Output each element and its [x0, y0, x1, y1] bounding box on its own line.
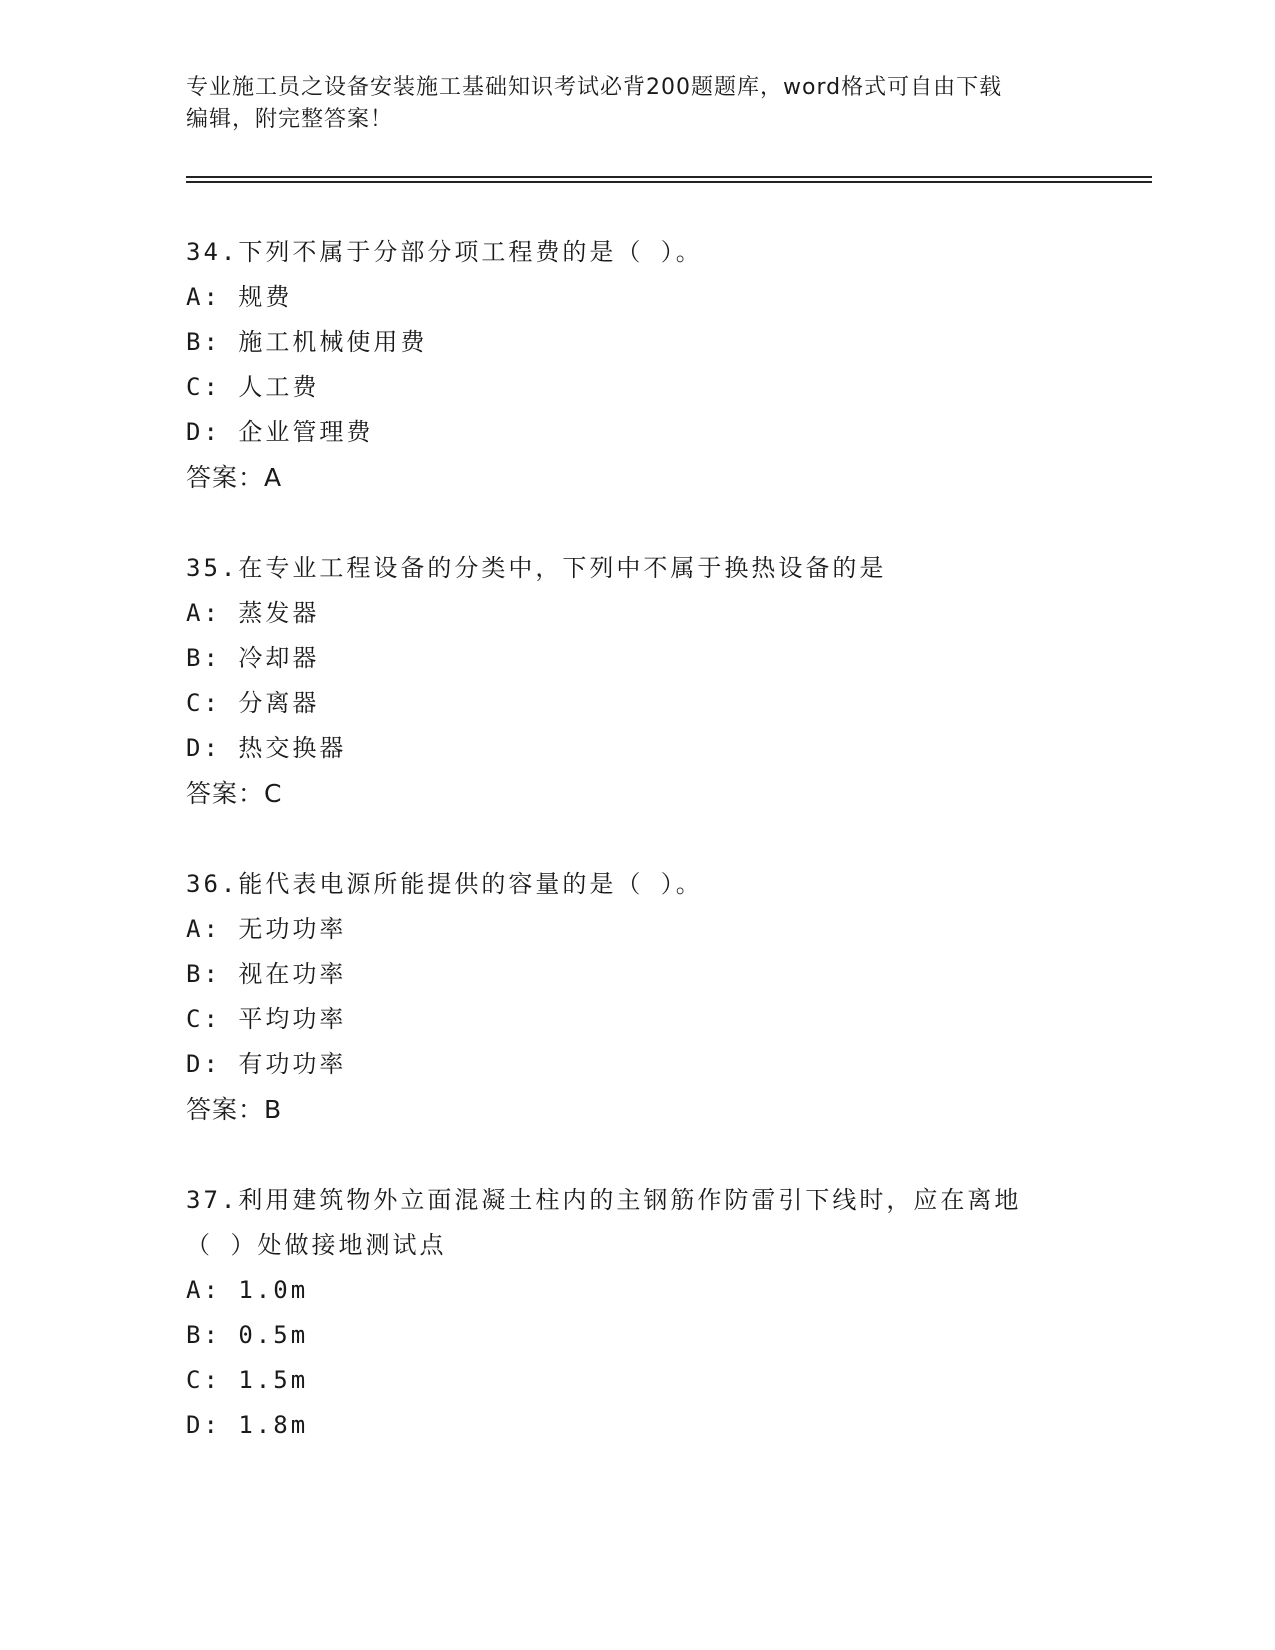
- option-b: B: 0.5m: [186, 1321, 309, 1349]
- option-a: A: 1.0m: [186, 1276, 309, 1304]
- option-a: A: 规费: [186, 283, 293, 311]
- document-header: [186, 72, 1086, 136]
- option-d: D: 有功功率: [186, 1050, 347, 1078]
- answer: 答案：C: [186, 779, 283, 808]
- header-divider-top: [186, 176, 1152, 178]
- question-stem: 34.下列不属于分部分项工程费的是（ ）。: [186, 238, 703, 266]
- header-title-line-1: 专业施工员之设备安装施工基础知识考试必背200题题库，word格式可自由下载: [186, 75, 1003, 100]
- option-c: C: 1.5m: [186, 1366, 309, 1394]
- answer: 答案：A: [186, 463, 283, 492]
- option-b: B: 视在功率: [186, 960, 347, 988]
- option-c: C: 分离器: [186, 689, 320, 717]
- question-34: [186, 230, 1146, 500]
- question-stem-line-2: （ ）处做接地测试点: [186, 1231, 447, 1259]
- answer: 答案：B: [186, 1095, 283, 1124]
- header-title-line-2: 编辑，附完整答案！: [186, 107, 394, 132]
- option-d: D: 热交换器: [186, 734, 347, 762]
- question-35: [186, 546, 1146, 816]
- question-stem-line-1: 37.利用建筑物外立面混凝土柱内的主钢筋作防雷引下线时，应在离地: [186, 1186, 1022, 1214]
- option-d: D: 1.8m: [186, 1411, 309, 1439]
- question-stem: 35.在专业工程设备的分类中，下列中不属于换热设备的是: [186, 554, 887, 582]
- option-c: C: 平均功率: [186, 1005, 347, 1033]
- option-b: B: 冷却器: [186, 644, 320, 672]
- question-36: [186, 862, 1146, 1132]
- header-divider-bottom: [186, 181, 1152, 183]
- option-a: A: 无功功率: [186, 915, 347, 943]
- question-list: [186, 230, 1146, 1494]
- option-d: D: 企业管理费: [186, 418, 374, 446]
- question-37: [186, 1178, 1146, 1448]
- option-b: B: 施工机械使用费: [186, 328, 428, 356]
- option-c: C: 人工费: [186, 373, 320, 401]
- question-stem: 36.能代表电源所能提供的容量的是（ ）。: [186, 870, 703, 898]
- option-a: A: 蒸发器: [186, 599, 320, 627]
